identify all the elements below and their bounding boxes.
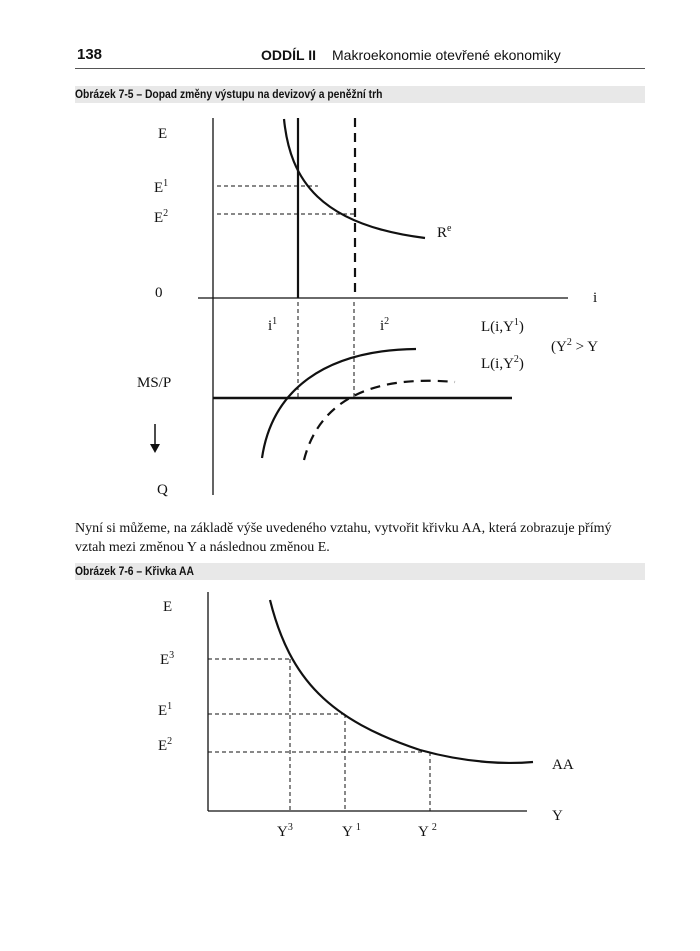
condition-label: ($Y^2 > Y$ xyxy=(551,337,599,355)
msp-label: MS/P xyxy=(137,375,172,391)
aa-e1-label: $E^1$ xyxy=(158,701,173,719)
section-title: Makroekonomie otevřené ekonomiky xyxy=(332,47,561,63)
section-label: ODDÍL II xyxy=(261,47,316,63)
l-y1-label: $L(i,Y^1)$ xyxy=(481,317,524,335)
y3-label: $Y^3$ xyxy=(277,822,293,840)
i-axis-label: i xyxy=(593,290,598,306)
figure-1-caption-text: Obrázek 7-5 – Dopad změny výstupu na devizový a peněžní trh xyxy=(75,87,383,101)
l-y2-label: $L(i,Y^2)$ xyxy=(481,354,524,372)
aa-e2-label: $E^2$ xyxy=(158,736,173,754)
paragraph-line-1: Nyní si můžeme, na základě výše uvedeného vztahu, vytvořit křivku AA, která zobrazuje přímý xyxy=(75,521,612,536)
y2-label: Y $^2$ xyxy=(418,822,437,840)
aa-e-axis-label: E xyxy=(163,599,173,615)
e-axis-label: E xyxy=(158,126,168,142)
page-number: 138 xyxy=(77,46,103,63)
e2-label: $E^2$ xyxy=(154,208,169,226)
e1-label: $E^1$ xyxy=(154,178,169,196)
e3-label: $E^3$ xyxy=(160,650,175,668)
figure-2-caption-text: Obrázek 7-6 – Křivka AA xyxy=(75,564,194,578)
aa-curve xyxy=(270,600,533,763)
i1-label: $i^1$ xyxy=(268,316,278,334)
zero-label: 0 xyxy=(155,285,163,301)
aa-y-axis-label: Y xyxy=(552,808,563,824)
y1-label: Y $^1$ xyxy=(342,822,361,840)
re-label: $R^e$ xyxy=(437,223,452,241)
paragraph-line-2: vztah mezi změnou Y a následnou změnou E. xyxy=(75,540,330,555)
aa-curve-label: AA xyxy=(552,757,574,773)
q-axis-label: Q xyxy=(157,482,168,498)
i2-label: $i^2$ xyxy=(380,316,390,334)
